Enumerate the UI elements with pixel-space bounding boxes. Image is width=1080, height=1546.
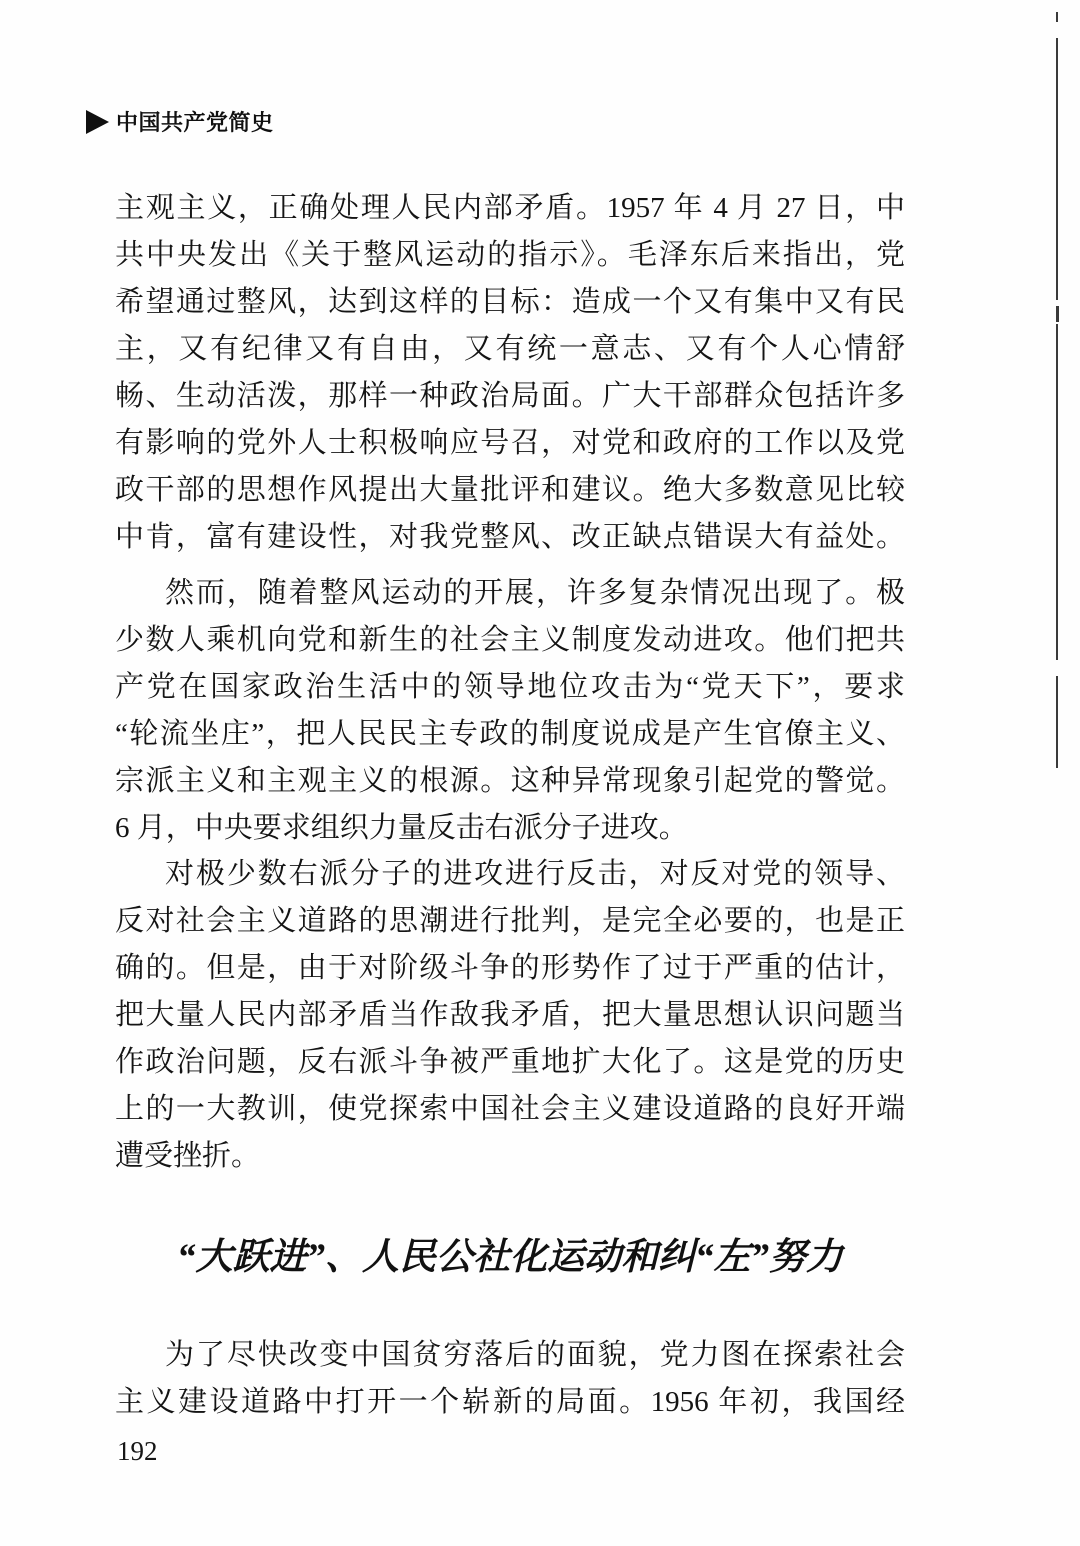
text-line: 有影响的党外人士积极响应号召，对党和政府的工作以及党 — [115, 427, 905, 459]
text-line: 主义建设道路中打开一个崭新的局面。1956 年初，我国经 — [115, 1386, 905, 1418]
paragraph — [115, 570, 905, 852]
text-line: 6 月，中央要求组织力量反击右派分子进攻。 — [115, 812, 688, 844]
text-line: “轮流坐庄”，把人民民主专政的制度说成是产生官僚主义、 — [115, 718, 905, 750]
triangle-bullet-icon — [86, 110, 109, 134]
book-title: 中国共产党简史 — [116, 110, 274, 135]
scan-artifact-line — [1056, 676, 1058, 768]
paragraph — [115, 1332, 905, 1426]
text-line: 产党在国家政治生活中的领导地位攻击为“党天下”，要求 — [115, 671, 905, 703]
text-line: 上的一大教训，使党探索中国社会主义建设道路的良好开端 — [115, 1093, 905, 1125]
scan-artifact-line — [1056, 38, 1058, 300]
paragraph — [115, 851, 905, 1180]
scan-artifact-mark — [1056, 306, 1059, 322]
text-line: 为了尽快改变中国贫穷落后的面貌，党力图在探索社会 — [165, 1339, 905, 1371]
text-line: 共中央发出《关于整风运动的指示》。毛泽东后来指出，党 — [115, 239, 905, 271]
text-line: 然而，随着整风运动的开展，许多复杂情况出现了。极 — [165, 577, 905, 609]
text-line: 把大量人民内部矛盾当作敌我矛盾，把大量思想认识问题当 — [115, 999, 905, 1031]
text-line: 少数人乘机向党和新生的社会主义制度发动进攻。他们把共 — [115, 624, 905, 656]
text-line: 确的。但是，由于对阶级斗争的形势作了过于严重的估计， — [115, 952, 905, 984]
text-line: 对极少数右派分子的进攻进行反击，对反对党的领导、 — [165, 858, 905, 890]
text-line: 反对社会主义道路的思潮进行批判，是完全必要的，也是正 — [115, 905, 905, 937]
text-line: 主，又有纪律又有自由，又有统一意志、又有个人心情舒 — [115, 333, 905, 365]
page-number: 192 — [117, 1436, 158, 1466]
text-line: 畅、生动活泼，那样一种政治局面。广大干部群众包括许多 — [115, 380, 905, 412]
text-line: 遭受挫折。 — [115, 1140, 261, 1172]
text-line: 中肯，富有建设性，对我党整风、改正缺点错误大有益处。 — [115, 521, 905, 553]
scan-artifact-line — [1056, 324, 1058, 660]
text-line: 政干部的思想作风提出大量批评和建议。绝大多数意见比较 — [115, 474, 905, 506]
text-line: 希望通过整风，达到这样的目标：造成一个又有集中又有民 — [115, 286, 905, 318]
scan-artifact-mark — [1056, 12, 1058, 22]
paragraph — [115, 185, 905, 561]
text-line: 宗派主义和主观主义的根源。这种异常现象引起党的警觉。 — [115, 765, 905, 797]
text-line: 作政治问题，反右派斗争被严重地扩大化了。这是党的历史 — [115, 1046, 905, 1078]
text-line: 主观主义，正确处理人民内部矛盾。1957 年 4 月 27 日，中 — [115, 192, 905, 224]
content-area — [115, 0, 905, 1546]
section-heading: “大跃进”、人民公社化运动和纠“左”努力 — [177, 1237, 843, 1278]
